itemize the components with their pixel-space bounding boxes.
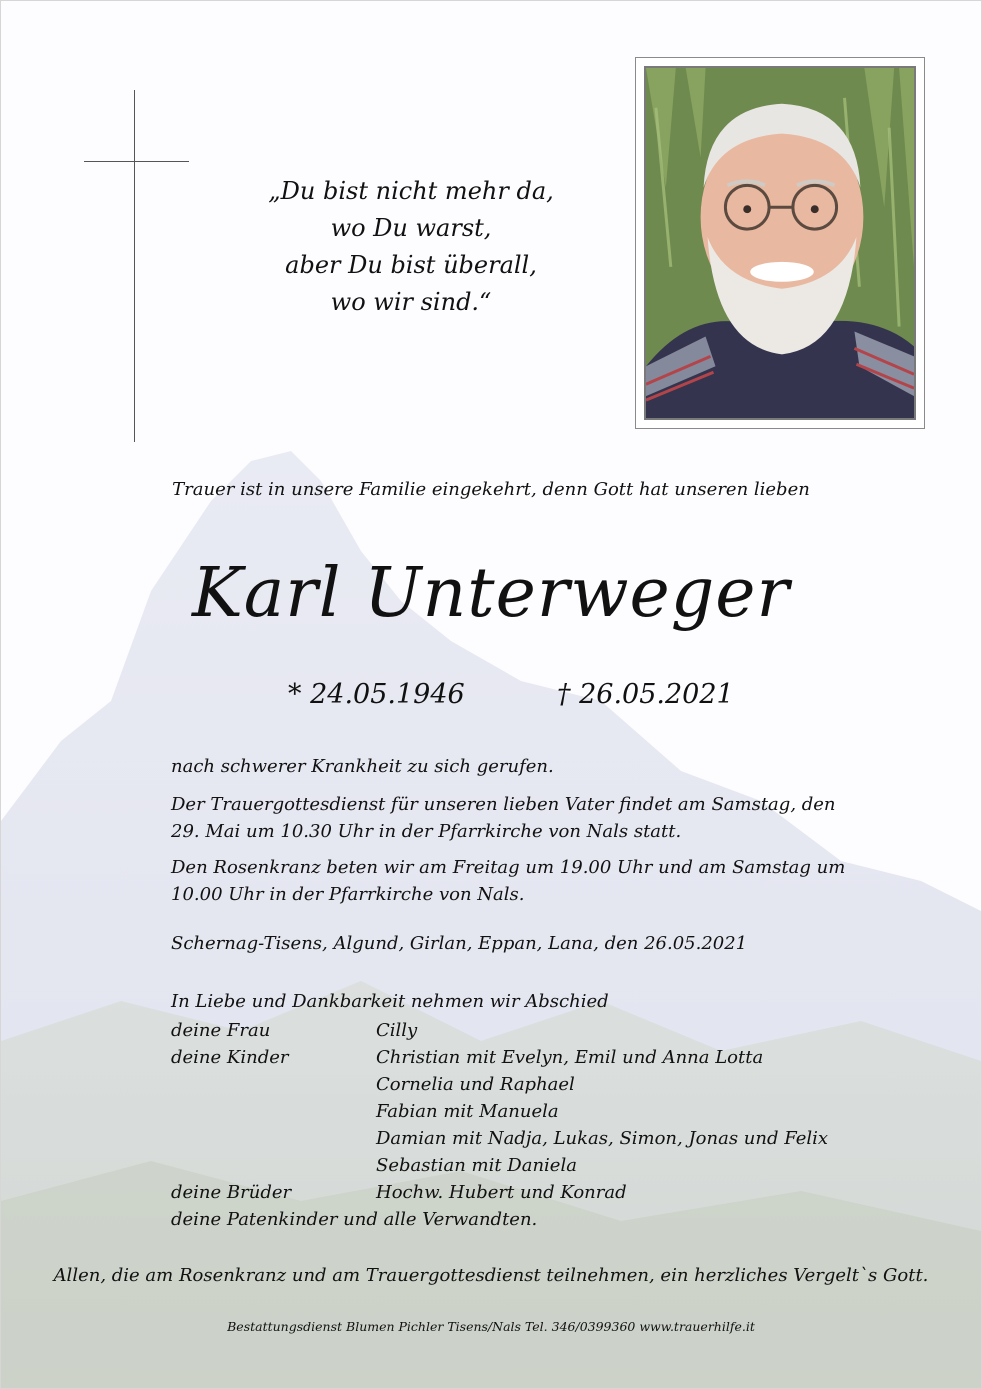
quote-line: wo wir sind.“ bbox=[330, 288, 492, 316]
memorial-quote bbox=[221, 173, 601, 321]
rosary-line: 10.00 Uhr in der Pfarrkirche von Nals. bbox=[171, 884, 525, 905]
family-members: Sebastian mit Daniela bbox=[376, 1155, 577, 1176]
funeral-service-line: Der Trauergottesdienst für unseren lieben Vater findet am Samstag, den bbox=[171, 794, 836, 815]
family-members: Hochw. Hubert und Konrad bbox=[376, 1182, 627, 1203]
deceased-name: Karl Unterweger bbox=[191, 554, 791, 633]
funeral-service-footer: Bestattungsdienst Blumen Pichler Tisens/Nals Tel. 346/0399360 www.trauerhilfe.it bbox=[227, 1319, 755, 1334]
rosary-line: Den Rosenkranz beten wir am Freitag um 19.00 Uhr und am Samstag um bbox=[171, 857, 846, 878]
family-relation-label: deine Frau bbox=[171, 1020, 271, 1041]
family-relation-label: deine Kinder bbox=[171, 1047, 289, 1068]
family-members: Cilly bbox=[376, 1020, 418, 1041]
family-closing: deine Patenkinder und alle Verwandten. bbox=[171, 1209, 538, 1230]
family-relation-label: deine Brüder bbox=[171, 1182, 292, 1203]
portrait-photo bbox=[644, 66, 916, 420]
family-members: Cornelia und Raphael bbox=[376, 1074, 575, 1095]
quote-line: wo Du warst, bbox=[330, 214, 492, 242]
funeral-service-line: 29. Mai um 10.30 Uhr in der Pfarrkirche von Nals statt. bbox=[171, 821, 682, 842]
cross-horizontal-beam bbox=[84, 161, 189, 162]
called-home-text: nach schwerer Krankheit zu sich gerufen. bbox=[171, 756, 554, 777]
death-date: † 26.05.2021 bbox=[557, 679, 734, 710]
quote-line: aber Du bist überall, bbox=[285, 251, 537, 279]
thanks-note: Allen, die am Rosenkranz und am Trauergottesdienst teilnehmen, ein herzliches Vergelt`s Gott. bbox=[53, 1265, 929, 1286]
announcement-intro: Trauer ist in unsere Familie eingekehrt, denn Gott hat unseren lieben bbox=[172, 479, 810, 500]
family-heading: In Liebe und Dankbarkeit nehmen wir Abschied bbox=[171, 991, 609, 1012]
birth-date: * 24.05.1946 bbox=[288, 679, 465, 710]
family-members: Damian mit Nadja, Lukas, Simon, Jonas und Felix bbox=[376, 1128, 829, 1149]
place-and-date: Schernag-Tisens, Algund, Girlan, Eppan, Lana, den 26.05.2021 bbox=[171, 933, 748, 954]
portrait-photo-frame bbox=[635, 57, 925, 429]
family-members: Christian mit Evelyn, Emil und Anna Lotta bbox=[376, 1047, 764, 1068]
family-members: Fabian mit Manuela bbox=[376, 1101, 559, 1122]
quote-line: „Du bist nicht mehr da, bbox=[268, 177, 554, 205]
cross-vertical-beam bbox=[134, 90, 135, 442]
